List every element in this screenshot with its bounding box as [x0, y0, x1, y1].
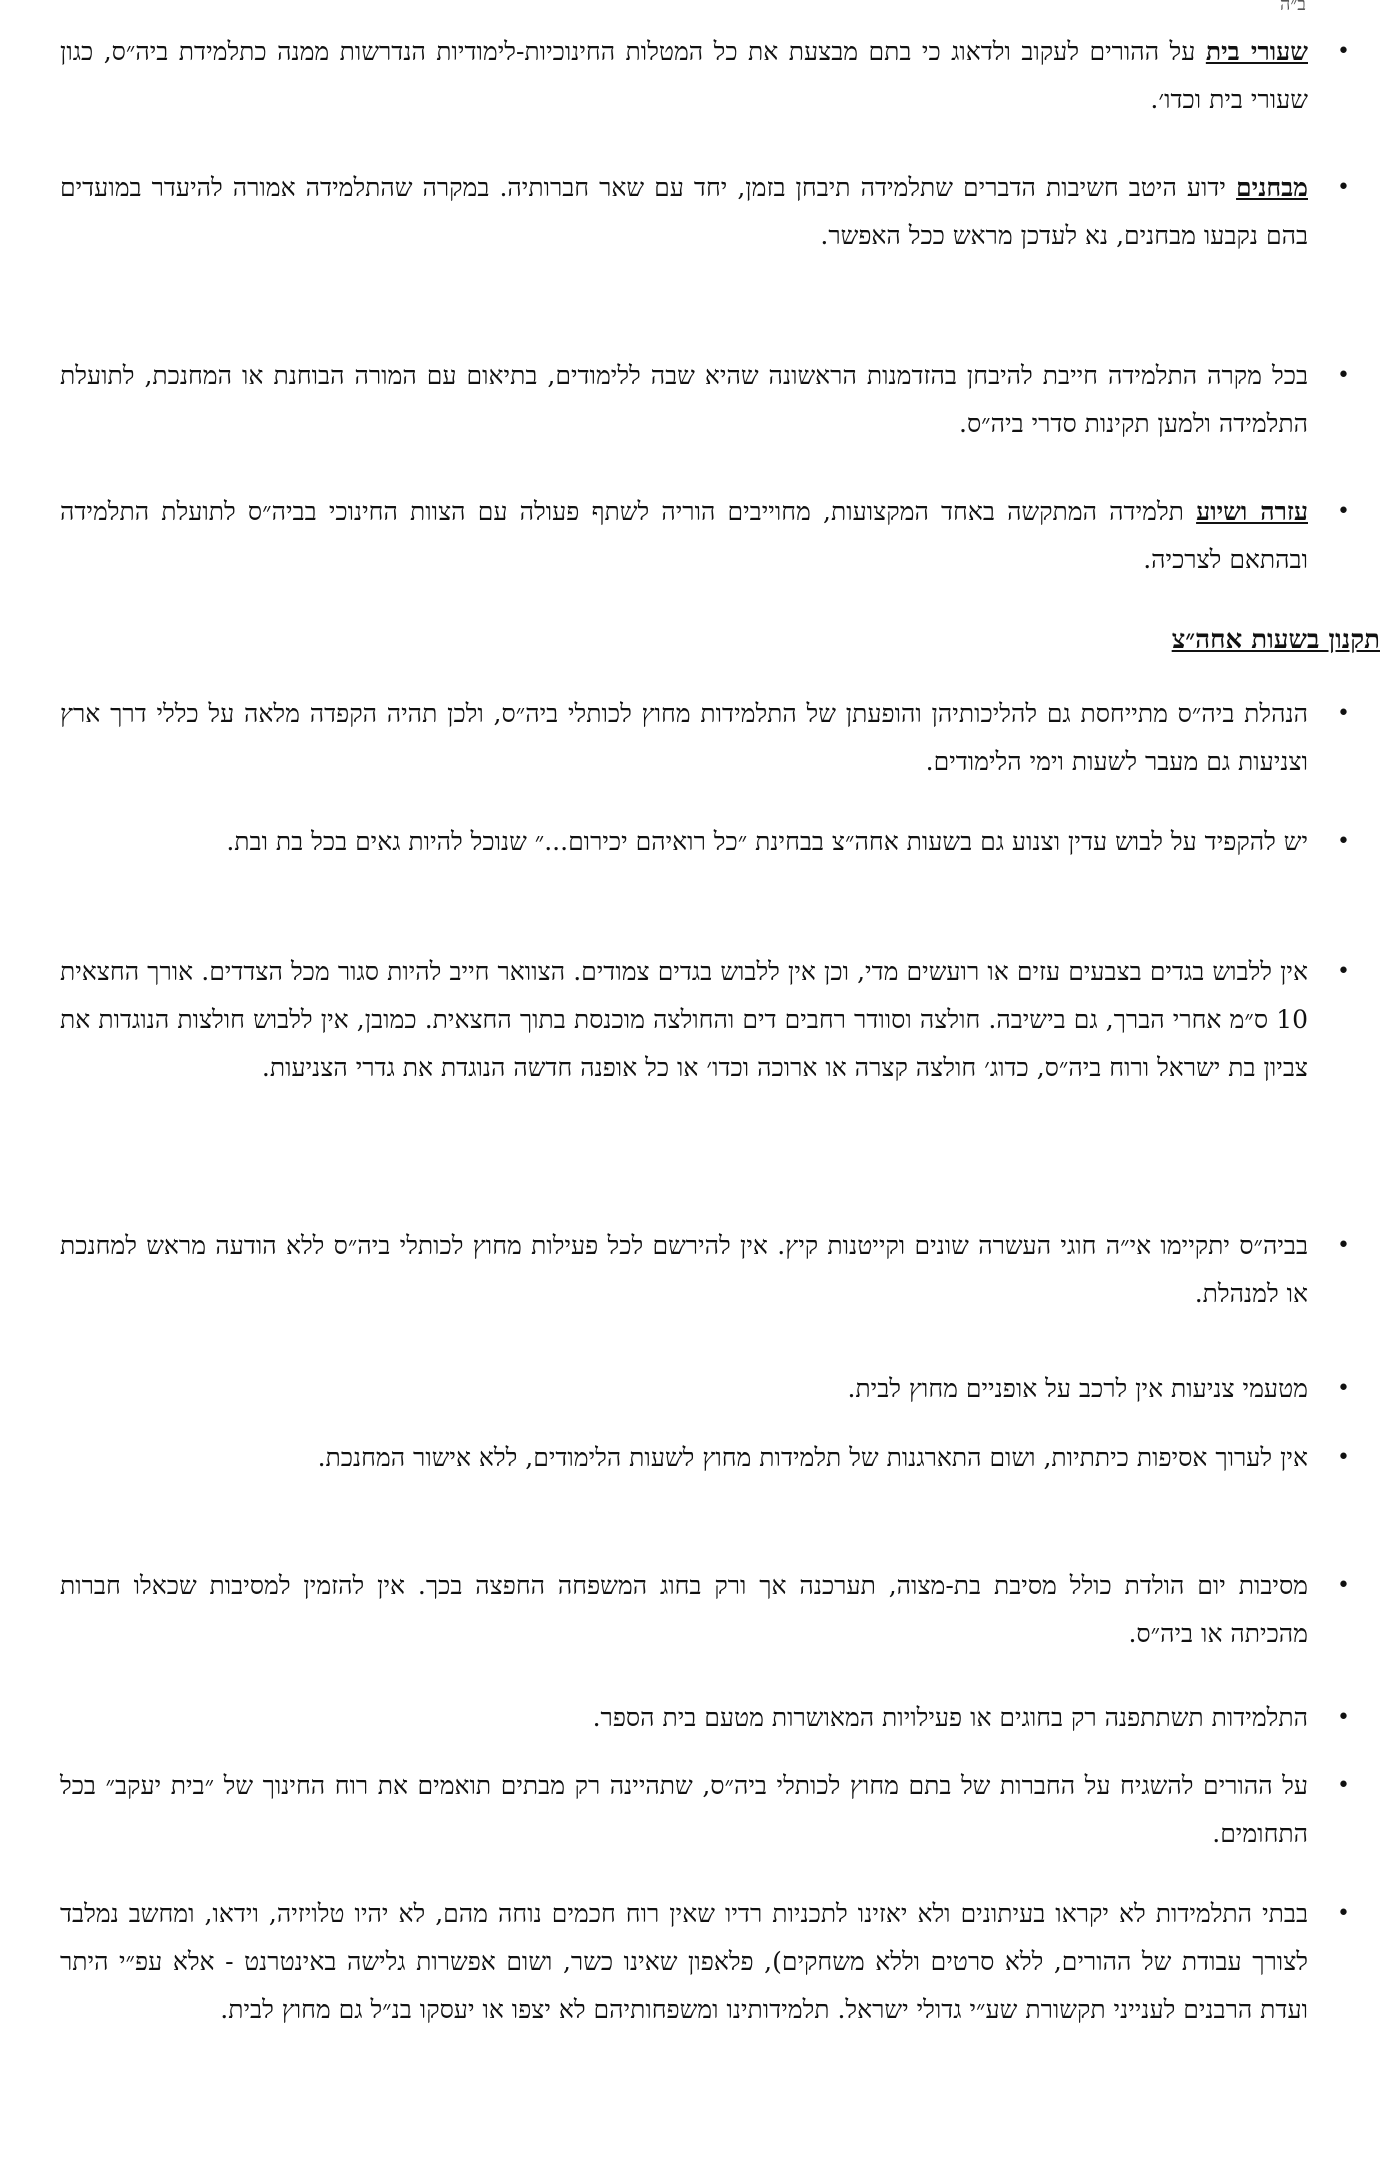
- bullet-icon: •: [1337, 1773, 1350, 1798]
- list-item: [60, 1762, 1380, 1858]
- item-text: התלמידות תשתתפנה רק בחוגים או פעילויות המאושרות מטעם בית הספר.: [592, 1703, 1308, 1732]
- bullet-icon: •: [1337, 1376, 1350, 1401]
- item-text: הנהלת ביה״ס מתייחסת גם להליכותיהן והופעתן של התלמידות מחוץ לכותלי ביה״ס, ולכן תהיה הקפדה מלאה על כללי דרך ארץ וצניעות גם מעבר לשעות וימי הלימודים.: [60, 699, 1308, 776]
- item-text: אין לערוך אסיפות כיתתיות, ושום התארגנות של תלמידות מחוץ לשעות הלימודים, ללא אישור המחנכת.: [317, 1443, 1308, 1472]
- item-text: יש להקפיד על לבוש עדין וצנוע גם בשעות אחה״צ בבחינת ״כל רואיהם יכירום...״ שנוכל להיות גאים בכל בת ובת.: [226, 827, 1308, 856]
- item-text: מסיבות יום הולדת כולל מסיבת בת-מצוה, תערכנה אך ורק בחוג המשפחה החפצה בכך. אין להזמין למסיבות שכאלו חברות מהכיתה או ביה״ס.: [60, 1571, 1308, 1648]
- bullet-icon: •: [1337, 1705, 1350, 1730]
- bullet-icon: •: [1337, 363, 1350, 388]
- list-item-homework: [60, 28, 1380, 124]
- bullet-icon: •: [1337, 829, 1350, 854]
- section-heading: תקנון בשעות אחה״צ: [1171, 625, 1380, 655]
- list-item: [60, 1365, 1380, 1413]
- corner-mark: ב״ה: [1280, 0, 1306, 15]
- item-text: בביה״ס יתקיימו אי״ה חוגי העשרה שונים וקייטנות קיץ. אין להירשם לכל פעילות מחוץ לכותלי ביה״ס ללא הודעה מראש למחנכת או למנהלת.: [60, 1231, 1308, 1308]
- item-lead: מבחנים: [1236, 173, 1308, 202]
- list-item: [60, 690, 1380, 786]
- bullet-icon: •: [1337, 959, 1350, 984]
- bullet-icon: •: [1337, 499, 1350, 524]
- item-text: בכל מקרה התלמידה חייבת להיבחן בהזדמנות הראשונה שהיא שבה ללימודים, בתיאום עם המורה הבוחנת או המחנכת, לתועלת התלמידה ולמען תקינות סדרי ביה״ס.: [60, 361, 1308, 438]
- list-item-help: [60, 488, 1380, 584]
- list-item: [60, 1434, 1380, 1482]
- bullet-icon: •: [1337, 1901, 1350, 1926]
- bullet-icon: •: [1337, 175, 1350, 200]
- document-page: [60, 0, 1380, 2184]
- item-text: מטעמי צניעות אין לרכב על אופניים מחוץ לבית.: [847, 1374, 1308, 1403]
- item-text: בבתי התלמידות לא יקראו בעיתונים ולא יאזינו לתכניות רדיו שאין רוח חכמים נוחה מהם, לא יהיו טלויזיה, וידאו, ומחשב נמלבד לצורך עבודת של ההורים, ללא סרטים וללא משחקים), פלאפון שאינו כשר, ושום אפשרות גלישה באינטרנט - אלא עפ״י היתר ועדת הרבנים לענייני תקשורת שע״י גדולי ישראל. תלמידותינו ומשפחותיהם לא יצפו או יעסקו בנ״ל גם מחוץ לבית.: [60, 1899, 1308, 2024]
- list-item: [60, 818, 1380, 866]
- item-text: על ההורים להשגיח על החברות של בתם מחוץ לכותלי ביה״ס, שתהיינה רק מבתים תואמים את רוח החינוך של ״בית יעקב״ בכל התחומים.: [60, 1771, 1308, 1848]
- bullet-icon: •: [1337, 1573, 1350, 1598]
- list-item-exam-makeup: [60, 352, 1380, 448]
- bullet-icon: •: [1337, 39, 1350, 64]
- list-item: [60, 948, 1380, 1092]
- list-item: [60, 1562, 1380, 1658]
- item-text: ידוע היטב חשיבות הדברים שתלמידה תיבחן בזמן, יחד עם שאר חברותיה. במקרה שהתלמידה אמורה להיעדר במועדים בהם נקבעו מבחנים, נא לעדכן מראש ככל האפשר.: [60, 173, 1308, 250]
- list-item-exams: [60, 164, 1380, 260]
- bullet-icon: •: [1337, 701, 1350, 726]
- item-text: על ההורים לעקוב ולדאוג כי בתם מבצעת את כל המטלות החינוכיות-לימודיות הנדרשות ממנה כתלמידת ביה״ס, כגון שעורי בית וכדו׳.: [60, 37, 1308, 114]
- item-lead: עזרה ושיוע: [1196, 497, 1308, 526]
- bullet-icon: •: [1337, 1233, 1350, 1258]
- list-item: [60, 1222, 1380, 1318]
- item-text: אין ללבוש בגדים בצבעים עזים או רועשים מדי, וכן אין ללבוש בגדים צמודים. הצוואר חייב להיות סגור מכל הצדדים. אורך החצאית 10 ס״מ אחרי הברך, גם בישיבה. חולצה וסוודר רחבים דים והחולצה מוכנסת בתוך החצאית. כמובן, אין ללבוש חולצות הנוגדות את צביון בת ישראל ורוח ביה״ס, כדוג׳ חולצה קצרה או ארוכה וכדו׳ או כל אופנה חדשה הנוגדת את גדרי הצניעות.: [60, 957, 1308, 1082]
- item-text: תלמידה המתקשה באחד המקצועות, מחוייבים הוריה לשתף פעולה עם הצוות החינוכי בביה״ס לתועלת התלמידה ובהתאם לצרכיה.: [60, 497, 1308, 574]
- bullet-icon: •: [1337, 1445, 1350, 1470]
- list-item: [60, 1890, 1380, 2034]
- item-lead: שעורי בית: [1205, 37, 1308, 66]
- list-item: [60, 1694, 1380, 1742]
